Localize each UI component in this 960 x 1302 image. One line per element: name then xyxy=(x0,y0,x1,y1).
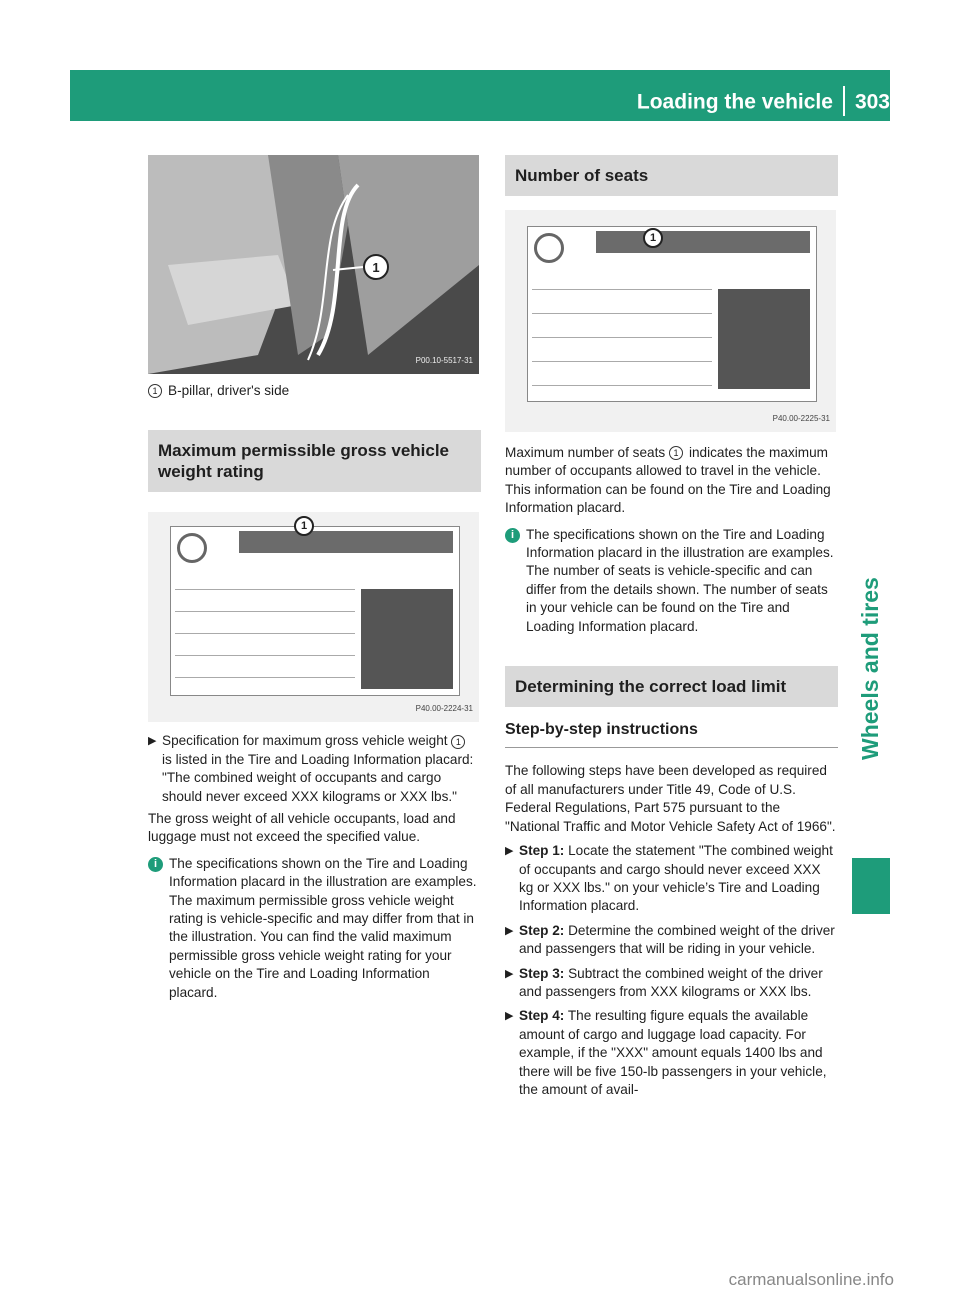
placard-code: P40.00-2224-31 xyxy=(415,704,473,713)
placard-image-seats xyxy=(505,210,836,432)
steps-intro: The following steps have been developed as required of all manufacturers under Title 49, Code of U.S. Federal Regulations, Part 575 pursuant to the "National Traffic and Motor Vehicle Safety Act of 1966". xyxy=(505,763,836,834)
chapter-title: Loading the vehicle xyxy=(636,90,833,114)
subhead-steps: Step-by-step instructions xyxy=(505,721,838,748)
gvwr-bullet: ▶ Specification for maximum gross vehicle weight 1is listed in the Tire and Loading Information placard: "The combined weight of occupants and cargo should never exceed XXX kilograms or XXX lbs." xyxy=(148,732,481,806)
side-tab-marker xyxy=(852,858,890,914)
placard-callout-1: 1 xyxy=(294,516,314,536)
bullet-arrow-icon: ▶ xyxy=(148,735,157,748)
bullet-arrow-icon: ▶ xyxy=(505,1010,514,1023)
tire-icon xyxy=(177,533,207,563)
step-2: ▶ Step 2: Determine the combined weight of the driver and passengers that will be riding in your vehicle. xyxy=(505,922,838,959)
bullet-arrow-icon: ▶ xyxy=(505,845,514,858)
right-column xyxy=(505,155,838,1099)
tire-icon xyxy=(534,233,564,263)
placard-callout-1: 1 xyxy=(643,228,663,248)
callout-1-icon: 1 xyxy=(148,384,162,398)
callout-1-icon: 1 xyxy=(451,735,465,749)
left-column xyxy=(148,155,481,1002)
photo-caption: 1 B-pillar, driver's side xyxy=(148,382,481,400)
callout-1-icon: 1 xyxy=(669,446,683,460)
info-note-gvwr: i The specifications shown on the Tire and Loading Information placard in the illustration are examples. The maximum permissible gross vehicle weight rating is vehicle-specific and may differ from that in the illustration. You can find the valid maximum permissible gross vehicle weight rating for your vehicle on the Tire and Loading Information placard. xyxy=(148,855,481,1002)
info-icon: i xyxy=(148,857,163,872)
step-1: ▶ Step 1: Locate the statement "The combined weight of occupants and cargo should never exceed XXX kg or XXX lbs." on your vehicle’s Tire and Loading Information placard. xyxy=(505,842,838,916)
info-note-seats: i The specifications shown on the Tire and Loading Information placard in the illustration are examples. The number of seats is vehicle-specific and can differ from the details shown. The number of seats in your vehicle can be found on the Tire and Loading Information placard. xyxy=(505,526,838,636)
placard-image-gvwr xyxy=(148,512,479,722)
car-seat-illustration xyxy=(148,155,479,374)
section-title-load-limit: Determining the correct load limit xyxy=(505,666,838,707)
footer-watermark: carmanualsonline.info xyxy=(728,1270,894,1289)
seats-paragraph: Maximum number of seats 1 indicates the maximum number of occupants allowed to travel in the vehicle. This information can be found on the Tire and Loading Information placard. xyxy=(505,445,831,516)
page-number: 303 xyxy=(854,90,890,114)
section-title-seats: Number of seats xyxy=(505,155,838,196)
header-separator xyxy=(843,86,845,116)
b-pillar-photo xyxy=(148,155,479,374)
step-4: ▶ Step 4: The resulting figure equals the available amount of cargo and luggage load capacity. For example, if the "XXX" amount equals 1400 lbs and there will be five 150-lb passengers in your vehicle, the amount of avail- xyxy=(505,1007,838,1099)
photo-callout-1: 1 xyxy=(372,260,380,275)
section-title-gvwr: Maximum permissible gross vehicle weight rating xyxy=(148,430,481,492)
placard-code: P40.00-2225-31 xyxy=(772,413,830,423)
step-3: ▶ Step 3: Subtract the combined weight of the driver and passengers from XXX kilograms or XXX lbs. xyxy=(505,965,838,1002)
header-title xyxy=(637,88,890,118)
photo-code: P00.10-5517-31 xyxy=(415,355,473,365)
info-icon: i xyxy=(505,528,520,543)
bullet-arrow-icon: ▶ xyxy=(505,924,514,937)
gvwr-paragraph: The gross weight of all vehicle occupants, load and luggage must not exceed the specified value. xyxy=(148,811,456,845)
bullet-arrow-icon: ▶ xyxy=(505,967,514,980)
